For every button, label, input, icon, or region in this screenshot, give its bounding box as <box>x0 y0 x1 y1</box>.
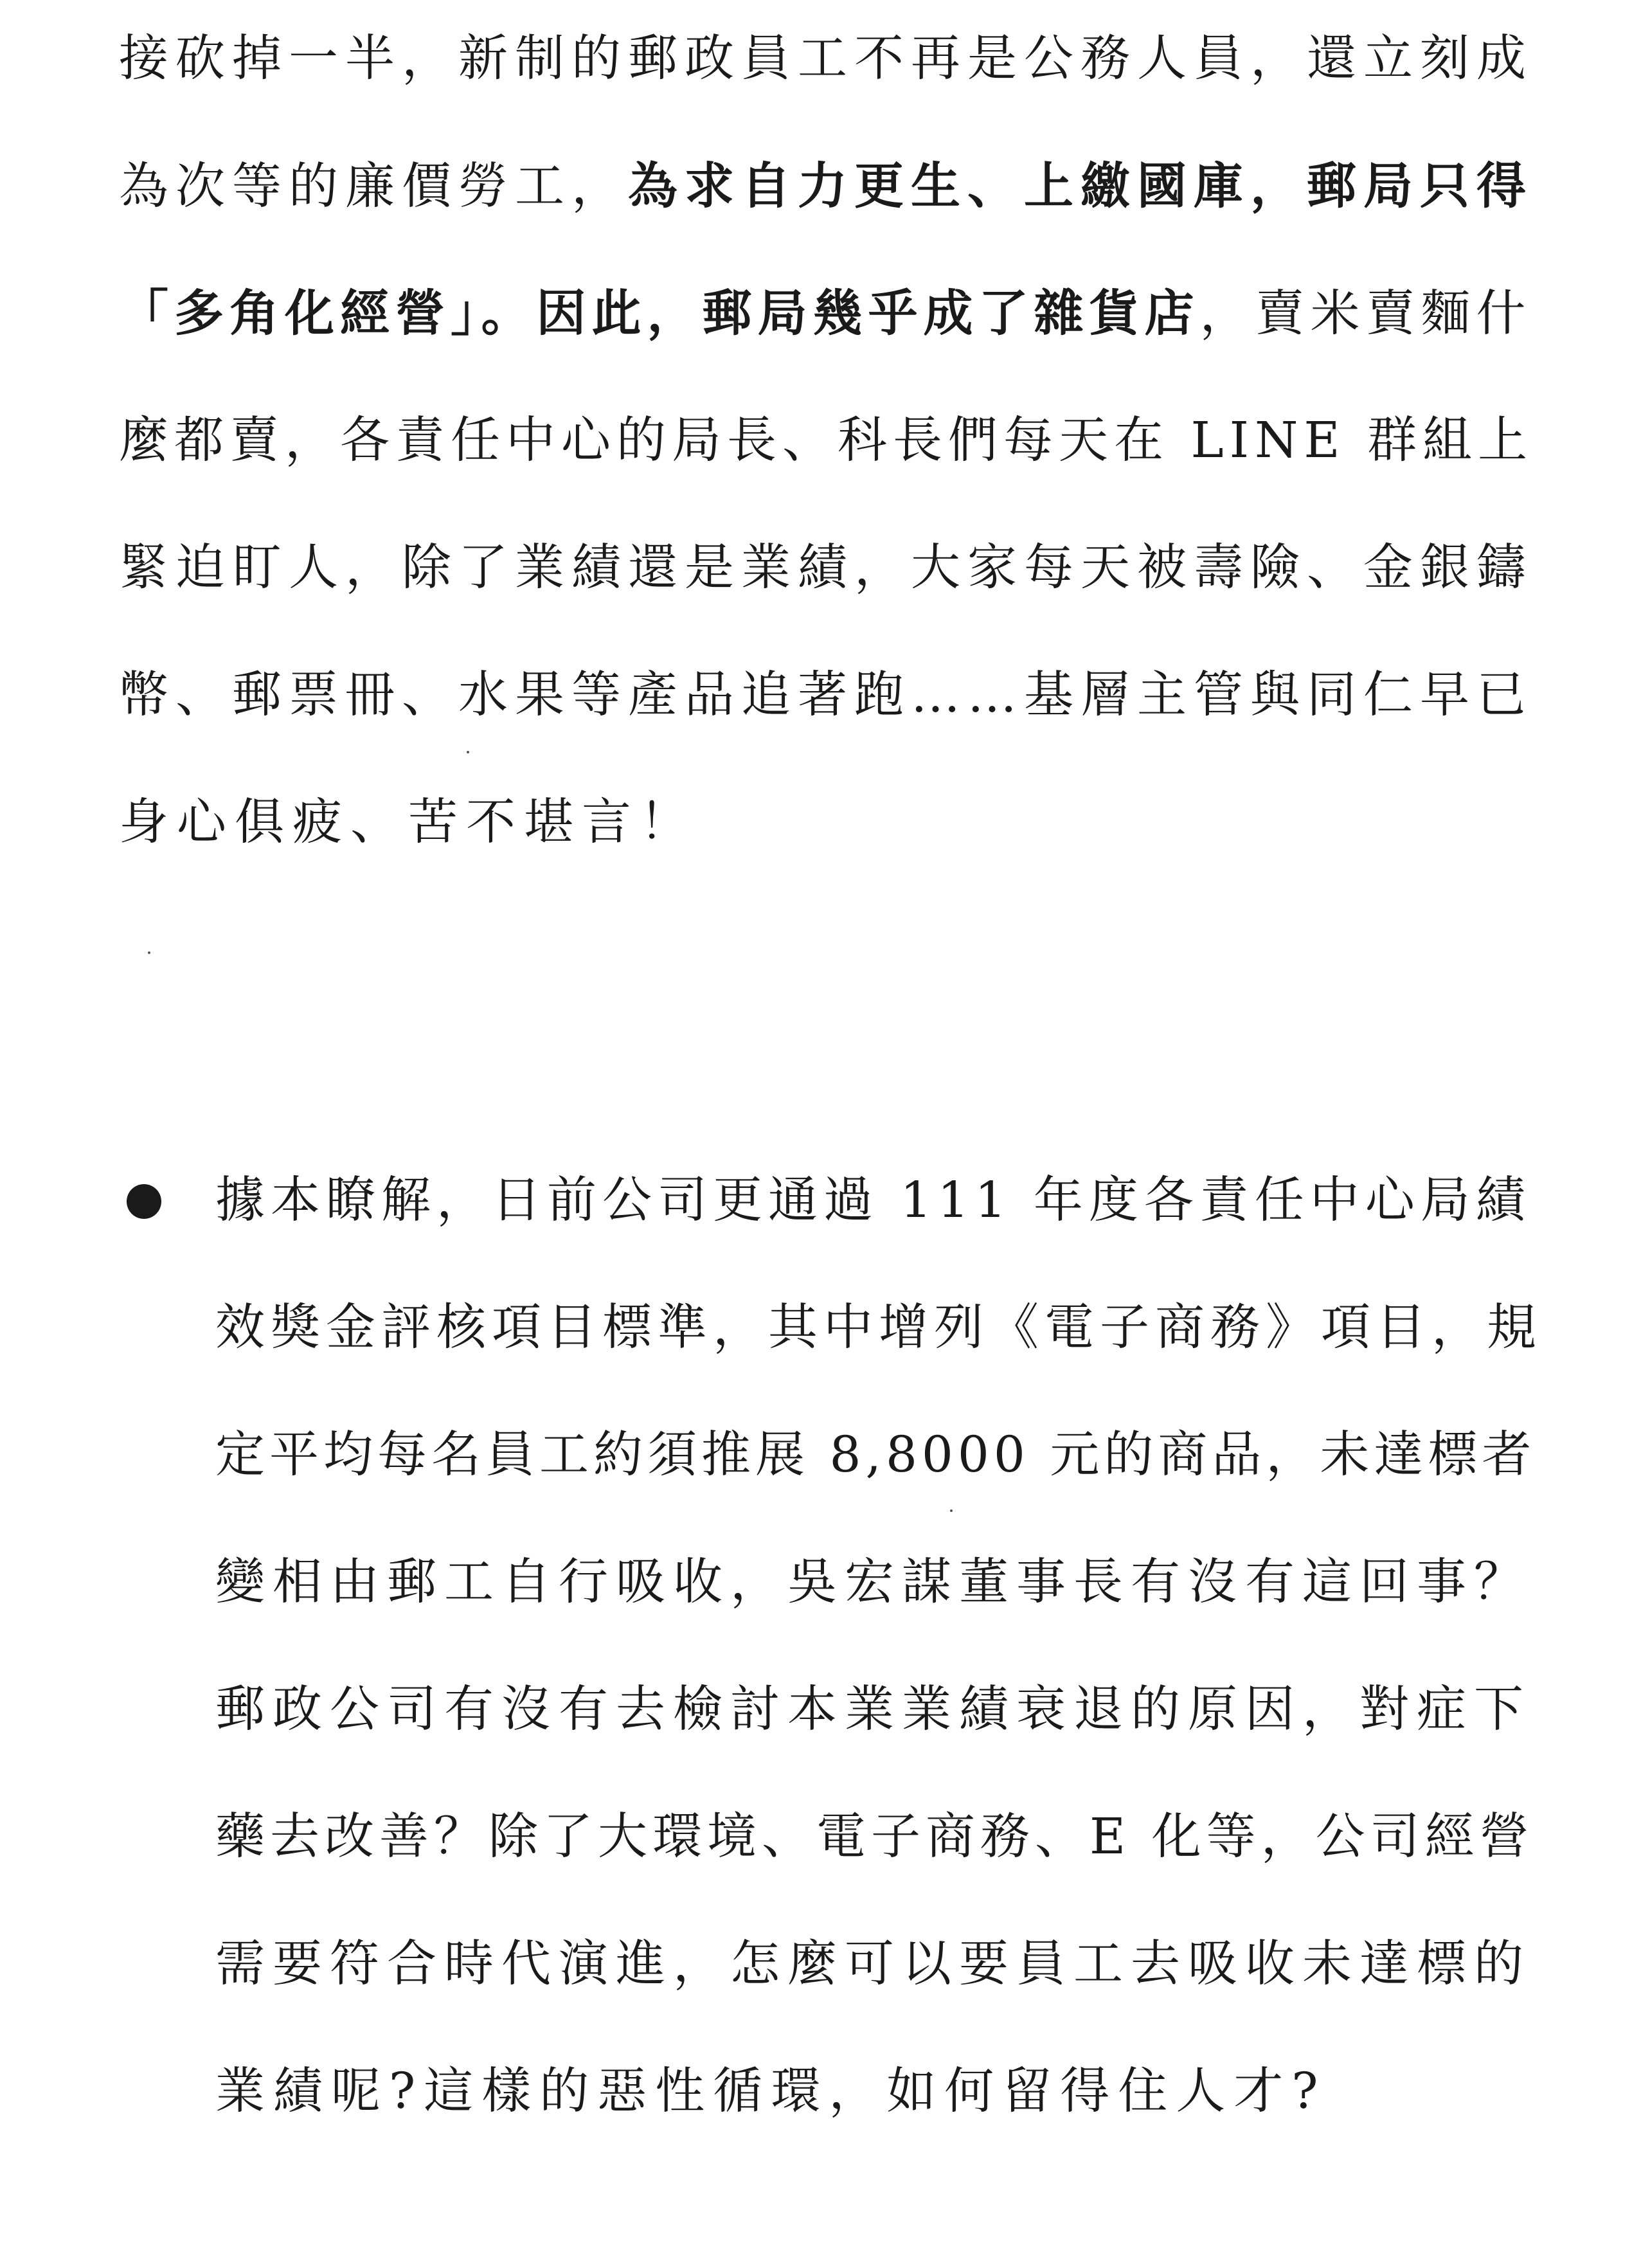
paragraph-1-line <box>119 409 1533 473</box>
paragraph-2-line: 需要符合時代演進，怎麼可以要員工去吸收未達標的 <box>215 1936 1531 1993</box>
paragraph-2-line: 變相由郵工自行吸收，吳宏謀董事長有沒有這回事？ <box>215 1554 1531 1611</box>
paragraph-1-line <box>119 154 1533 219</box>
text-run: 身心俱疲、苦不堪言！ <box>119 794 697 851</box>
paragraph-1-line <box>119 27 1533 91</box>
paragraph-2-line: 郵政公司有沒有去檢討本業業績衰退的原因，對症下 <box>215 1681 1531 1738</box>
text-run: 緊迫盯人，除了業績還是業績，大家每天被壽險、金銀鑄 <box>119 539 1533 597</box>
bold-text-run: 「多角化經營」。因此，郵局幾乎成了雜貨店 <box>119 285 1200 343</box>
paragraph-2-line: 據本瞭解，日前公司更通過 111 年度各責任中心局績 <box>215 1172 1531 1229</box>
scan-speck <box>950 1509 953 1512</box>
paragraph-1-line <box>119 282 1532 346</box>
bullet-icon <box>127 1184 161 1219</box>
paragraph-1-line <box>119 791 697 855</box>
paragraph-1-line <box>119 536 1533 600</box>
text-run: ，賣米賣麵什 <box>1199 285 1532 343</box>
paragraph-2-line: 藥去改善？除了大環境、電子商務、E 化等，公司經營 <box>215 1808 1534 1866</box>
scan-speck <box>467 751 469 753</box>
text-run: 為次等的廉價勞工， <box>119 158 628 215</box>
text-run: 接砍掉一半，新制的郵政員工不再是公務人員，還立刻成 <box>119 30 1533 87</box>
paragraph-2-line: 效獎金評核項目標準，其中增列《電子商務》項目，規 <box>215 1299 1542 1356</box>
scan-speck <box>148 951 150 954</box>
bold-text-run: 為求自力更生、上繳國庫，郵局只得 <box>628 158 1533 215</box>
paragraph-1-line <box>119 663 1533 728</box>
text-run: 麼都賣，各責任中心的局長、科長們每天在 LINE 群組上 <box>119 412 1534 469</box>
paragraph-2-line: 定平均每名員工約須推展 8,8000 元的商品，未達標者 <box>215 1426 1536 1484</box>
text-run: 幣、郵票冊、水果等產品追著跑……基層主管與同仁早已 <box>119 667 1533 724</box>
paragraph-2-line: 業績呢?這樣的惡性循環，如何留得住人才? <box>215 2063 1327 2120</box>
